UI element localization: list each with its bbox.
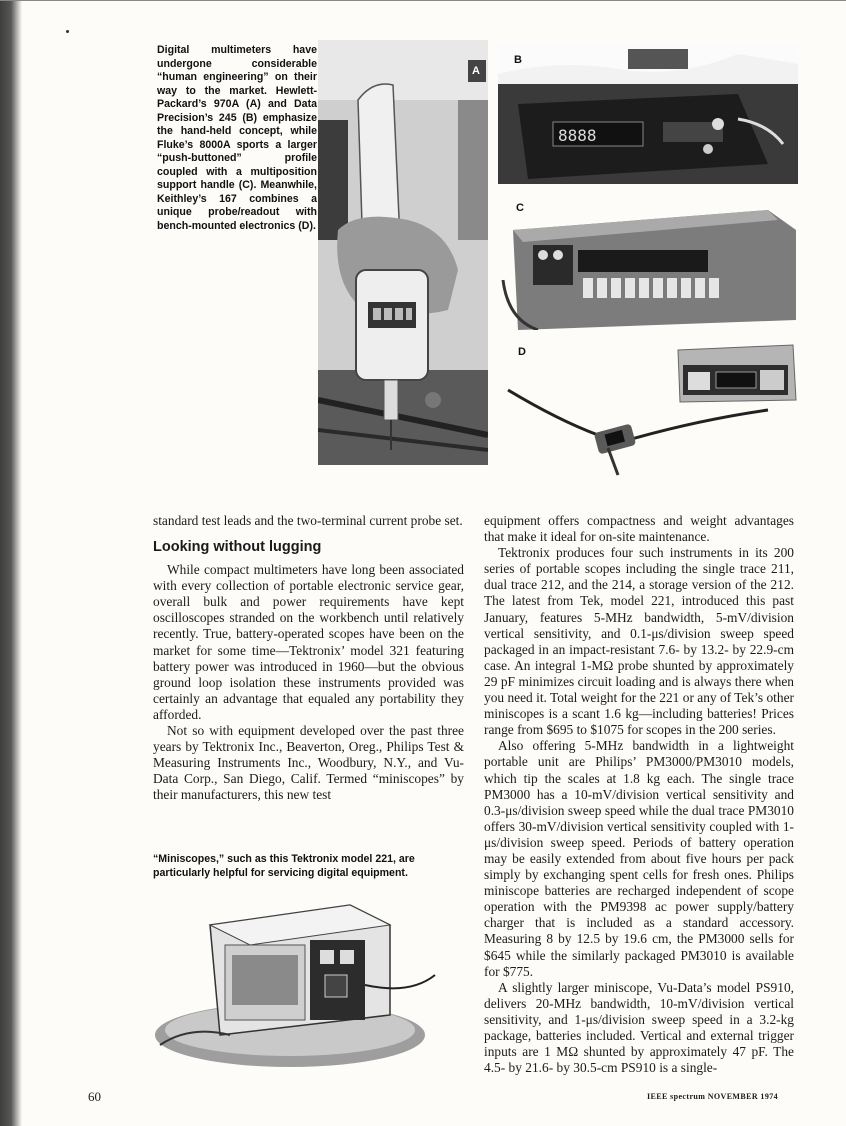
- figure-caption-miniscope: “Miniscopes,” such as this Tektronix model 221, are particularly helpful for servicing digital equipment.: [153, 853, 415, 879]
- section-heading: Looking without lugging: [153, 539, 322, 556]
- paragraph: While compact multimeters have long been associated with every collection of portable electronic service gear, overall bulk and power requirements have kept oscilloscopes stranded on the workbench until relatively recently. True, battery-operated scopes have been on the market for some time—Tektronix’ model 321 featuring battery power was introduced in 1960—but the obvious ground loop isolation these instruments provided was certainly an advantage that equaled any portability they afforded.: [153, 562, 464, 722]
- photo-keithley-167: [498, 340, 798, 490]
- text-column-left: [153, 513, 464, 804]
- text-column-right: [484, 513, 794, 1076]
- svg-text:8888: 8888: [558, 126, 597, 145]
- photo-tektronix-221: [150, 885, 440, 1070]
- paragraph: A slightly larger miniscope, Vu-Data’s model PS910, delivers 20-MHz bandwidth, 10-mV/division vertical sensitivity, and 1-μs/division sweep speed in a 3.2-kg package, batteries included. Vertical and external trigger inputs are 1 MΩ shunted by approximately 47 pF. The 4.5- by 21.6- by 30.5-cm PS910 is a single-: [484, 979, 794, 1076]
- paragraph: Also offering 5-MHz bandwidth in a lightweight portable unit are Philips’ PM3000/PM3010 models, which tip the scales at 1.8 kg each. The single trace PM3000 has a 10-mV/division vertical sensitivity and 0.3-μs/division sweep speed while the dual trace PM3010 offers 30-mV/division vertical sensitivity coupled with 1-μs/division sweep speed. Periods of battery operation may be easily extended from about five hours per pack simply by exchanging spent cells for fresh ones. Philips miniscope batteries are recharged independent of scope operation with the PM9398 ac power supply/battery charger that is included as a standard accessory. Measuring 8 by 12.5 by 19.6 cm, the PM3000 sells for $645 while the similarly packaged PM3010 is available for $775.: [484, 738, 794, 979]
- photo-label-b: B: [514, 54, 522, 66]
- photo-label-d: D: [518, 346, 526, 358]
- photo-label-a: A: [472, 65, 480, 77]
- scan-dot: [66, 30, 69, 33]
- figure-caption-multimeters: Digital multimeters have undergone considerable “human engineering” on their way to the market. Hewlett-Packard’s 970A (A) and Data Precision’s 245 (B) emphasize the hand-held concept, while Fluke’s 8000A sports a larger “push-buttoned” profile coupled with a multiposition support handle (C). Meanwhile, Keithley’s 167 combines a unique probe/readout with bench-mounted electronics (D).: [157, 44, 317, 232]
- paragraph: Not so with equipment developed over the past three years by Tektronix Inc., Beaverton, Oreg., Philips Test & Measuring Instruments Inc., Woodbury, N.Y., and Vu-Data Corp., San Diego, Calif. Termed “miniscopes” by their manufacturers, this new test: [153, 723, 464, 803]
- scan-edge-top: [0, 0, 846, 5]
- page-number: 60: [88, 1089, 101, 1104]
- paragraph: Tektronix produces four such instruments in its 200 series of portable scopes including the single trace 211, dual trace 212, and the 214, a storage version of the 212. The latest from Tek, model 221, introduced this past January, features 5-MHz bandwidth, 5-mV/division vertical sensitivity, and 0.1-μs/division sweep speed packaged in an impact-resistant 7.6- by 13.2- by 22.9-cm case. An integral 1-MΩ probe shunted by approximately 29 pF minimizes circuit loading and is always there when you need it. Total weight for the 221 or any of Tek’s other miniscopes is a scant 1.6 kg—including batteries! Prices range from $695 to $1075 for scopes in the 200 series.: [484, 545, 794, 738]
- photo-label-c: C: [516, 202, 524, 214]
- photo-hp-970a: [318, 40, 488, 465]
- running-footer: IEEE spectrum NOVEMBER 1974: [647, 1092, 779, 1101]
- scan-shadow-left: [0, 0, 22, 1126]
- paragraph-intro-right: equipment offers compactness and weight advantages that make it ideal for on-site maintenance.: [484, 513, 794, 545]
- photo-data-precision-245: [498, 44, 798, 184]
- photo-fluke-8000a: [498, 190, 798, 330]
- paragraph-intro-left: standard test leads and the two-terminal current probe set.: [153, 513, 463, 528]
